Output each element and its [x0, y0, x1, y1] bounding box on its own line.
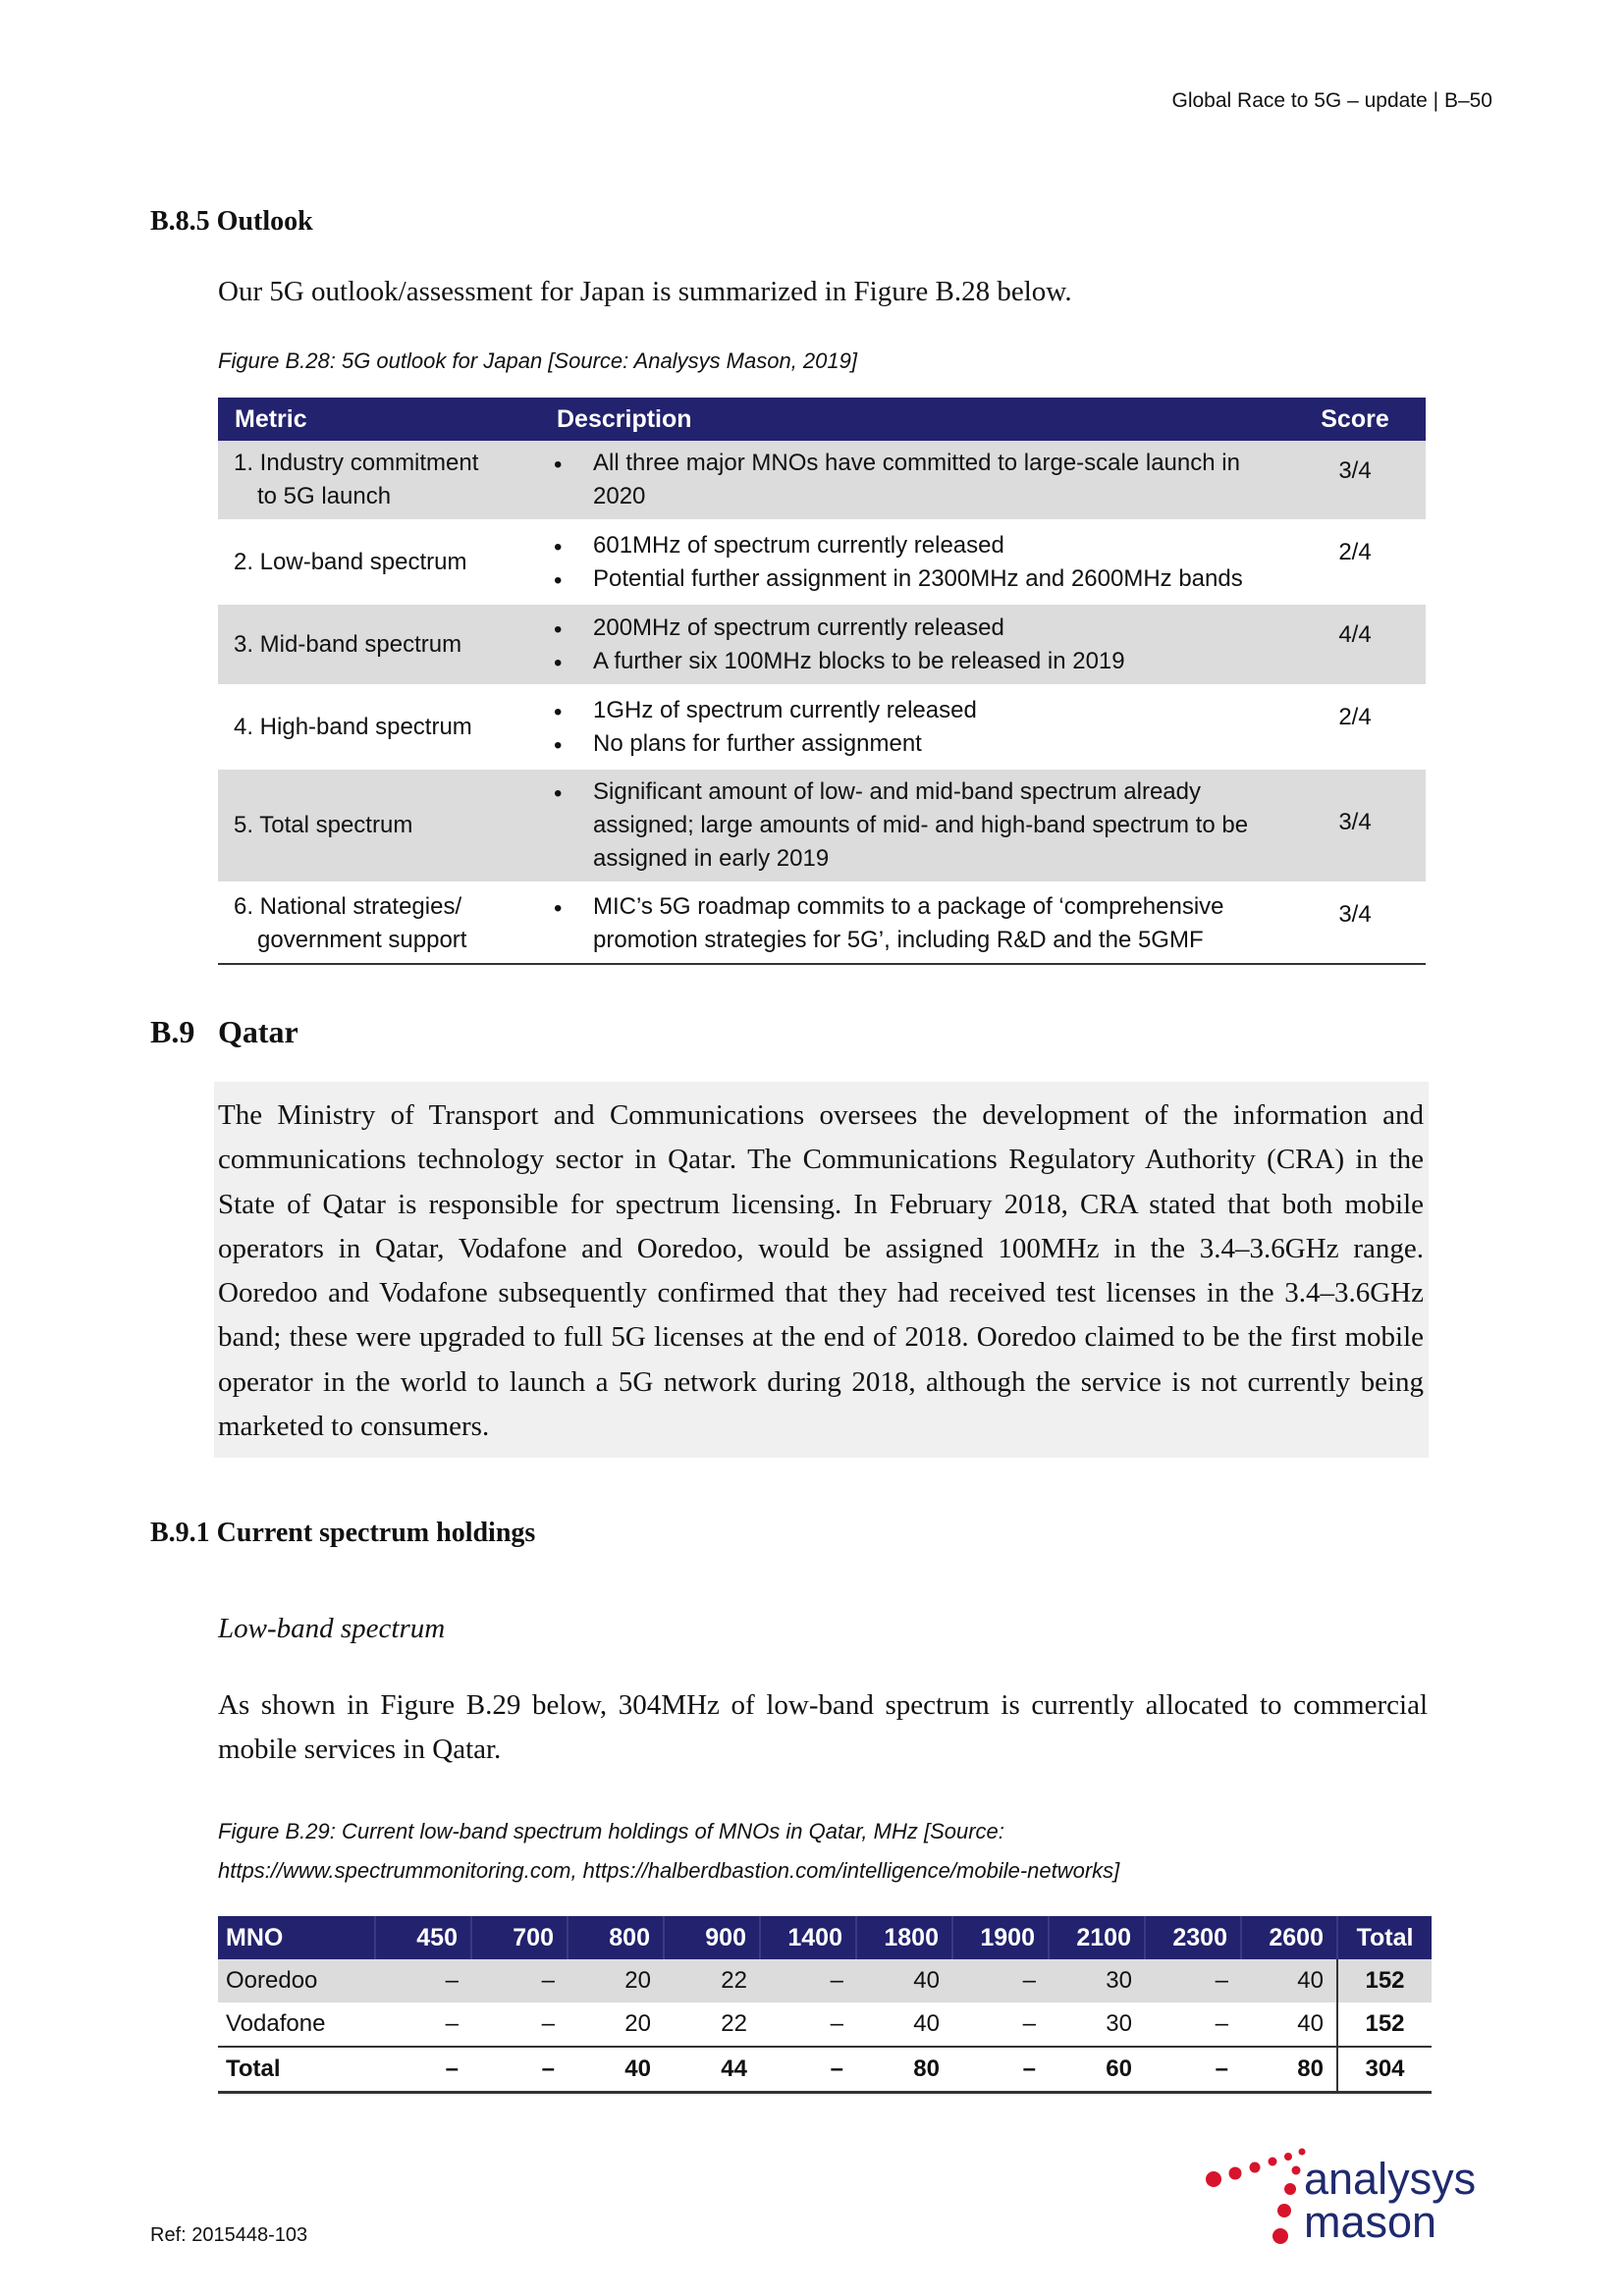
table-cell: –	[1145, 1959, 1241, 2002]
metric-line: to 5G launch	[257, 483, 392, 509]
bullet-line: No plans for further assignment	[593, 729, 922, 757]
bullet-item: • No plans for further assignment	[554, 727, 1271, 761]
table-cell: 80	[1241, 2047, 1337, 2093]
logo-dot	[1250, 2163, 1261, 2173]
bullet-item: • A further six 100MHz blocks to be released in 2019	[554, 645, 1271, 678]
logo-dot	[1272, 2228, 1288, 2244]
col-header: MNO	[218, 1916, 375, 1959]
table-cell: 40	[856, 1959, 952, 2002]
description-cell	[540, 441, 1284, 521]
score-cell: 3/4	[1284, 441, 1426, 521]
description-cell	[540, 883, 1284, 965]
table-cell: 40	[913, 2010, 940, 2037]
col-header: 2600	[1241, 1916, 1337, 1959]
table-cell: –	[1145, 2047, 1241, 2093]
table-cell: 60	[1049, 2047, 1145, 2093]
outlook-intro: Our 5G outlook/assessment for Japan is summarized in Figure B.28 below.	[218, 276, 1072, 307]
metric-cell: 3. Mid-band spectrum	[218, 604, 540, 686]
table-cell: Vodafone	[226, 2010, 326, 2037]
table-cell: –	[1215, 2010, 1228, 2037]
bullet-line: assigned; large amounts of mid- and high-band spectrum to be	[593, 812, 1249, 838]
score-cell: 2/4	[1284, 686, 1426, 769]
col-header: 900	[664, 1916, 760, 1959]
table-row	[218, 686, 1426, 769]
metric-cell	[218, 883, 540, 965]
figure-caption-b28: Figure B.28: 5G outlook for Japan [Source: Analysys Mason, 2019]	[218, 348, 857, 373]
table-cell: 152	[1337, 2002, 1432, 2047]
bullet-item: • All three major MNOs have committed to large-scale launch in 2020	[554, 447, 1271, 513]
section-title-qatar: Qatar	[218, 1014, 298, 1049]
col-header-score: Score	[1284, 398, 1426, 441]
table-cell: –	[445, 2010, 459, 2037]
outlook-table-header	[218, 398, 1426, 441]
table-cell: 152	[1337, 1959, 1432, 2002]
table-cell: 40	[1297, 2010, 1324, 2037]
logo-line-2: mason	[1304, 2197, 1437, 2247]
table-cell: Ooredoo	[218, 1959, 375, 2002]
bullet-line: promotion strategies for 5G’, including R&D and the 5GMF	[593, 927, 1204, 953]
col-header: 450	[375, 1916, 471, 1959]
table-cell: –	[375, 1959, 471, 2002]
spectrum-table	[218, 1916, 1432, 2094]
outlook-table	[218, 398, 1426, 965]
metric-line: government support	[257, 927, 467, 953]
description-cell	[540, 769, 1284, 883]
table-cell: –	[952, 1959, 1049, 2002]
logo-wordmark	[1304, 2154, 1477, 2247]
table-row	[218, 441, 1426, 521]
logo-dot	[1269, 2158, 1277, 2166]
bullet-line: Potential further assignment in 2300MHz and 2600MHz bands	[593, 564, 1243, 592]
table-cell: –	[830, 2010, 843, 2037]
spectrum-table-header	[218, 1916, 1432, 1959]
figure-caption-b29-line1: Figure B.29: Current low-band spectrum holdings of MNOs in Qatar, MHz [Source:	[218, 1819, 1004, 1843]
bullet-item: • 1GHz of spectrum currently released	[554, 694, 1271, 727]
table-cell: 22	[664, 1959, 760, 2002]
table-cell: 40	[568, 2047, 664, 2093]
table-row	[218, 2002, 1432, 2047]
score-cell: 4/4	[1284, 604, 1426, 686]
logo-line-1: analysys	[1304, 2154, 1477, 2204]
table-cell: –	[541, 2010, 555, 2037]
logo-dot	[1277, 2204, 1291, 2217]
description-cell	[540, 604, 1284, 686]
table-cell: 80	[856, 2047, 952, 2093]
logo-dot	[1284, 2183, 1296, 2195]
bullet-line: 2020	[593, 483, 646, 509]
bullet-line: assigned in early 2019	[593, 845, 830, 872]
bullet-line: Significant amount of low- and mid-band spectrum already	[593, 778, 1201, 805]
bullet-line: 1GHz of spectrum currently released	[593, 696, 977, 723]
bullet-line: A further six 100MHz blocks to be released in 2019	[593, 647, 1125, 674]
bullet-line: All three major MNOs have committed to large-scale launch in	[593, 450, 1240, 476]
table-row	[218, 883, 1426, 965]
col-header: 1900	[952, 1916, 1049, 1959]
bullet-item: • Significant amount of low- and mid-band spectrum already assigned; large amounts of mid- and high-band spectrum to be assigned in early 2019	[554, 775, 1271, 876]
col-header: 2300	[1145, 1916, 1241, 1959]
table-cell: –	[760, 2047, 856, 2093]
running-header: Global Race to 5G – update | B–50	[1171, 89, 1492, 112]
table-cell: –	[952, 2047, 1049, 2093]
table-cell: 304	[1337, 2047, 1432, 2093]
score-cell: 3/4	[1284, 883, 1426, 965]
col-header-metric: Metric	[218, 398, 540, 441]
table-row	[218, 521, 1426, 604]
section-heading-spectrum: B.9.1 Current spectrum holdings	[150, 1518, 536, 1548]
metric-cell: 5. Total spectrum	[218, 769, 540, 883]
score-cell: 2/4	[1284, 521, 1426, 604]
col-header: 700	[471, 1916, 568, 1959]
table-row	[218, 1959, 1432, 2002]
bullet-line: 601MHz of spectrum currently released	[593, 531, 1004, 559]
table-cell: 20	[624, 2010, 651, 2037]
metric-cell: 2. Low-band spectrum	[218, 521, 540, 604]
bullet-item: • 601MHz of spectrum currently released	[554, 529, 1271, 562]
logo-dot	[1292, 2166, 1301, 2175]
qatar-paragraph: The Ministry of Transport and Communications oversees the development of the information and communications technology sector in Qatar. The Communications Regulatory Authority (CRA) in the State of Qatar is responsible for spectrum licensing. In February 2018, CRA stated that both mobile operators in Qatar, Vodafone and Ooredoo, would be assigned 100MHz in the 3.4–3.6GHz range. Ooredoo and Vodafone subsequently confirmed that they had received test licenses in the 3.4–3.6GHz band; these were upgraded to full 5G licenses at the end of 2018. Ooredoo claimed to be the first mobile operator in the world to launch a 5G network during 2018, although the service is not currently being marketed to consumers.	[218, 1099, 1424, 1443]
figure-caption-b29-line2: https://www.spectrummonitoring.com, https://halberdbastion.com/intelligence/mobile-networks]	[218, 1858, 1120, 1883]
table-cell: 20	[568, 1959, 664, 2002]
bullet-line: 200MHz of spectrum currently released	[593, 614, 1004, 641]
table-cell: 30	[1049, 1959, 1145, 2002]
table-cell: 30	[1106, 2010, 1132, 2037]
table-cell: –	[760, 1959, 856, 2002]
bullet-item: • 200MHz of spectrum currently released	[554, 612, 1271, 645]
metric-line: 6. National strategies/	[234, 893, 462, 920]
logo-dot	[1206, 2171, 1221, 2187]
bullet-item: • Potential further assignment in 2300MHz and 2600MHz bands	[554, 562, 1271, 596]
table-cell: 44	[664, 2047, 760, 2093]
logo-dot	[1229, 2167, 1242, 2180]
metric-cell	[218, 441, 540, 521]
description-cell	[540, 686, 1284, 769]
section-heading-outlook: B.8.5 Outlook	[150, 206, 313, 237]
col-header: 1800	[856, 1916, 952, 1959]
table-cell: –	[471, 1959, 568, 2002]
table-cell: 22	[721, 2010, 747, 2037]
bullet-item: • MIC’s 5G roadmap commits to a package of ‘comprehensive promotion strategies for 5G’, including R&D and the 5GMF	[554, 890, 1271, 957]
score-cell: 3/4	[1284, 769, 1426, 883]
table-cell: –	[471, 2047, 568, 2093]
bullet-line: MIC’s 5G roadmap commits to a package of ‘comprehensive	[593, 893, 1224, 920]
section-number-qatar: B.9	[150, 1014, 195, 1049]
table-cell: 40	[1241, 1959, 1337, 2002]
document-reference: Ref: 2015448-103	[150, 2224, 308, 2246]
subheading-low-band: Low-band spectrum	[218, 1613, 446, 1644]
table-cell: Total	[218, 2047, 375, 2093]
table-row-total	[218, 2047, 1432, 2093]
col-header-description: Description	[540, 398, 1284, 441]
table-cell: –	[1022, 2010, 1036, 2037]
col-header: 1400	[760, 1916, 856, 1959]
col-header: Total	[1337, 1916, 1432, 1959]
description-cell	[540, 521, 1284, 604]
table-row	[218, 604, 1426, 686]
logo-dot	[1284, 2153, 1292, 2161]
col-header: 800	[568, 1916, 664, 1959]
table-row	[218, 769, 1426, 883]
table-cell: –	[375, 2047, 471, 2093]
metric-line: 1. Industry commitment	[234, 450, 479, 476]
metric-cell: 4. High-band spectrum	[218, 686, 540, 769]
col-header: 2100	[1049, 1916, 1145, 1959]
spectrum-intro: As shown in Figure B.29 below, 304MHz of low-band spectrum is currently allocated to commercial mobile services in Qatar.	[218, 1689, 1428, 1765]
